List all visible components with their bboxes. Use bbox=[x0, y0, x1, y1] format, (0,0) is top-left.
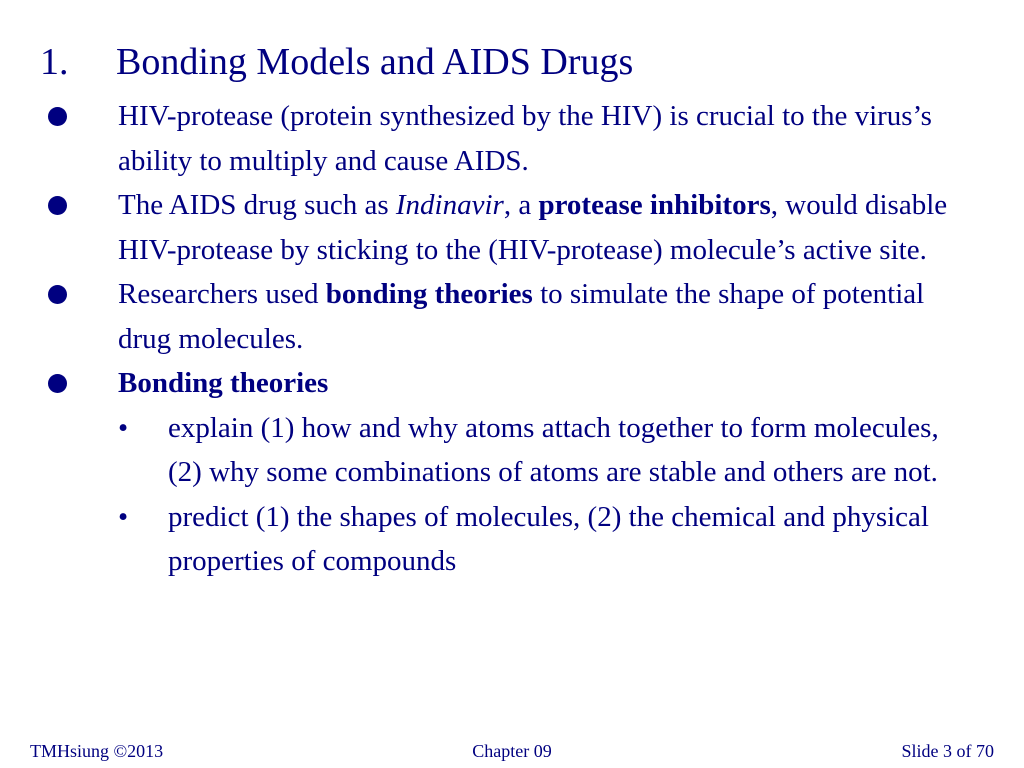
bullet-text: HIV-protease (protein synthesized by the HIV) is crucial to the virus’s ability to multiply and cause AIDS. bbox=[118, 100, 932, 177]
bullet-text-segment: Researchers used bbox=[118, 278, 326, 310]
footer-copyright: TMHsiung ©2013 bbox=[30, 741, 164, 761]
slide-body bbox=[0, 94, 1024, 584]
footer-chapter: Chapter 09 bbox=[472, 741, 552, 761]
bold-term: protease inhibitors bbox=[538, 189, 771, 221]
bullet-text-segment: , would disable HIV-protease by sticking to the (HIV-protease) molecule’s active site. bbox=[118, 189, 948, 266]
drug-name-italic: Indinavir bbox=[395, 189, 504, 221]
bold-heading: Bonding theories bbox=[118, 367, 329, 399]
dot-bullet-icon: • bbox=[118, 411, 129, 444]
sub-bullet-item-1 bbox=[0, 406, 968, 495]
sub-bullet-text: explain (1) how and why atoms attach together to form molecules, (2) why some combinations of atoms are stable and others are not. bbox=[168, 411, 939, 488]
bullet-item-3 bbox=[0, 272, 978, 361]
bullet-item-4 bbox=[0, 361, 978, 406]
bullet-text-segment: , a bbox=[503, 189, 539, 221]
round-bullet-icon bbox=[48, 374, 67, 393]
sub-bullet-text: predict (1) the shapes of molecules, (2) the chemical and physical properties of compounds bbox=[168, 500, 929, 577]
round-bullet-icon bbox=[48, 285, 67, 304]
footer-slide-number: Slide 3 of 70 bbox=[901, 741, 994, 761]
sub-bullet-item-2 bbox=[0, 495, 968, 584]
bullet-item-1 bbox=[0, 94, 978, 183]
bullet-text-segment: The AIDS drug such as bbox=[118, 189, 396, 221]
bullet-text-segment: to simulate the shape of potential drug molecules. bbox=[118, 278, 925, 355]
slide-title bbox=[40, 38, 633, 86]
title-text: Bonding Models and AIDS Drugs bbox=[116, 41, 634, 83]
bold-term: bonding theories bbox=[325, 278, 533, 310]
round-bullet-icon bbox=[48, 107, 67, 126]
title-number: 1. bbox=[40, 41, 69, 83]
dot-bullet-icon: • bbox=[118, 500, 129, 533]
bullet-item-2 bbox=[0, 183, 978, 272]
round-bullet-icon bbox=[48, 196, 67, 215]
